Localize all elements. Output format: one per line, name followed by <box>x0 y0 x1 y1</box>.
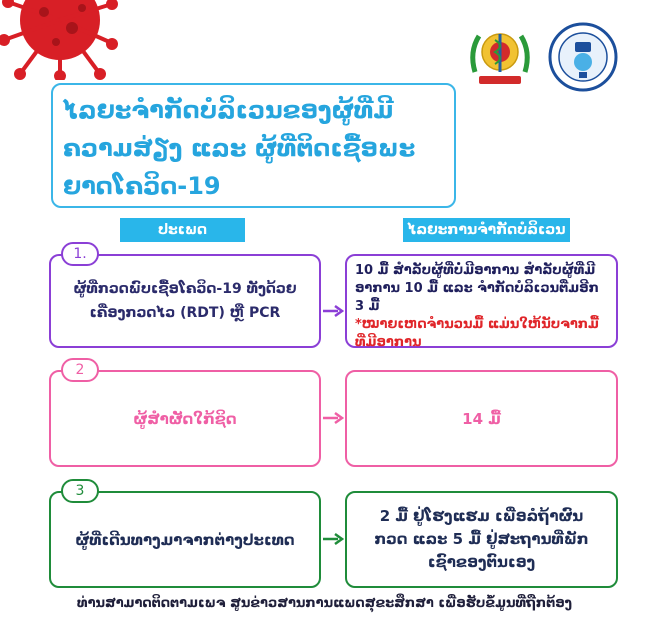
arrow-right-icon <box>322 304 344 318</box>
row-1-duration-box <box>345 254 618 348</box>
ministry-of-health-emblem-icon <box>465 22 535 92</box>
row-2-number: 2 <box>61 358 99 382</box>
row-2-duration-text: 14 ມື້ <box>462 409 501 428</box>
health-education-center-logo-icon <box>548 22 618 92</box>
row-1-number: 1. <box>61 242 99 266</box>
row-3-type-text: ຜູ້ທີ່ເດີນທາງມາຈາກຕ່າງປະເທດ <box>75 530 295 549</box>
footer-note: ທ່ານສາມາດຕິດຕາມເພຈ ສູນຂ່າວສານການແພດສຸຂະສຶກສາ ເພື່ອຮັບຂໍ້ມູນທີ່ຖືກຕ້ອງ <box>76 596 573 611</box>
title-line-3: ຍາດໂຄວິດ-19 <box>63 172 221 200</box>
row-1-note-text: *ໝາຍເຫດຈຳນວນມື້ ແມ່ນໃຫ້ນັບຈາກມື້ທີ່ມີອາການ <box>355 317 599 350</box>
arrow-right-icon <box>322 532 344 546</box>
row-2-type-box <box>49 362 321 467</box>
duration-column-header: ໄລຍະການຈຳກັດບໍລິເວນ <box>403 218 570 242</box>
row-1-type-box <box>49 246 321 348</box>
type-column-header: ປະເພດ <box>120 218 245 242</box>
row-3-type-box <box>49 483 321 588</box>
row-2-type-text: ຜູ້ສຳຜັດໃກ້ຊິດ <box>133 409 237 428</box>
arrow-right-icon <box>322 411 344 425</box>
row-3-duration-text: 2 ມື້ ຢູ່ໂຮງແຮມ ເພື່ອລໍຖ້າຜົນກວດ ແລະ 5 ມື້ ຢູ່ສະຖານທີ່ພັກເຊົາຂອງຕົນເອງ <box>374 507 589 571</box>
row-3-number: 3 <box>61 479 99 503</box>
row-1-duration-text: 10 ມື້ ສຳລັບຜູ້ທີ່ບໍ່ມີອາການ ສຳລັບຜູ້ທີ່ມີອາການ 10 ມື້ ແລະ ຈຳກັດບໍລິເວນຕື່ມອີກ 3 ມື້ <box>355 263 599 314</box>
virus-icon <box>0 0 118 80</box>
title-line-1: ໄລຍະຈຳກັດບໍລິເວນຂອງຜູ້ທີ່ມີ <box>63 96 394 124</box>
row-2-duration-box <box>345 370 618 467</box>
title-line-2: ຄວາມສ່ຽງ ແລະ ຜູ້ທີ່ຕິດເຊື້ອພະ <box>63 134 416 162</box>
title-box <box>51 83 456 208</box>
row-1-type-text: ຜູ້ທີ່ກວດພົບເຊື້ອໂຄວິດ-19 ທັງດ້ວຍເຄື່ອງກວດໄວ (RDT) ຫຼື PCR <box>73 281 297 321</box>
row-3-duration-box <box>345 491 618 588</box>
